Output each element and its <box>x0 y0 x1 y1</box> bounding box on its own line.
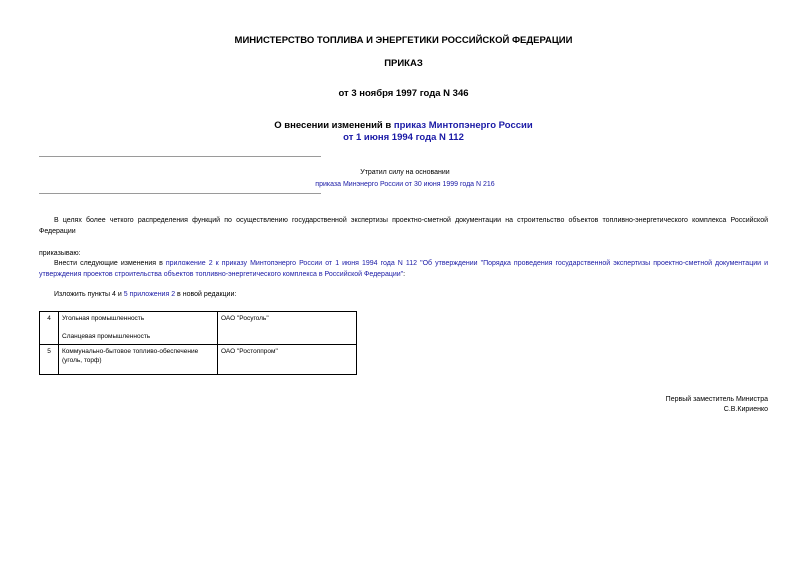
ministry-heading: МИНИСТЕРСТВО ТОПЛИВА И ЭНЕРГЕТИКИ РОССИЙСКОЙ ФЕДЕРАЦИИ <box>234 35 573 46</box>
divider-top <box>39 156 321 157</box>
repeal-link[interactable]: приказа Минэнерго России от 30 июня 1999 года N 216 <box>315 181 495 188</box>
item1-link[interactable]: приложение 2 к приказу Минтопэнерго России от 1 июня 1994 года N 112 "Об утверждении "Порядка проведения государственной экспертизы проектно-сметной документации и утверждения проектов строительства объектов топливно-энергетического комплекса в Российской Федерации" <box>39 260 768 278</box>
document-title <box>0 120 807 144</box>
organization-cell: ОАО "Росуголь" <box>218 312 357 345</box>
amendment-table <box>39 311 357 375</box>
signatory-position: Первый заместитель Министра <box>665 396 768 403</box>
item2-paragraph <box>39 289 768 300</box>
date-number-heading: от 3 ноября 1997 года N 346 <box>338 88 469 99</box>
signatory-name: С.В.Кириенко <box>723 406 768 413</box>
table-row <box>40 345 357 375</box>
row-number: 4 <box>40 312 59 345</box>
item2-suffix: в новой редакции: <box>175 291 237 298</box>
title-prefix: О внесении изменений в <box>274 120 394 131</box>
item1-prefix: Внести следующие изменения в <box>54 260 166 267</box>
sector-line-2: Сланцевая промышленность <box>62 333 151 340</box>
organization-cell: ОАО "Ростоппром" <box>218 345 357 375</box>
document-type-heading: ПРИКАЗ <box>384 58 423 69</box>
repeal-text: Утратил силу на основании <box>360 169 450 176</box>
repeal-note <box>300 167 510 191</box>
signature-block <box>666 395 768 415</box>
order-word: приказываю: <box>39 250 81 257</box>
row-number: 5 <box>40 345 59 375</box>
table-row <box>40 312 357 345</box>
sector-cell <box>59 312 218 345</box>
title-link-order[interactable]: приказ Минтопэнерго России <box>393 120 533 131</box>
sector-line-1: Угольная промышленность <box>62 315 145 322</box>
item2-prefix: Изложить пункты 4 и <box>54 291 124 298</box>
sector-line-1: Коммунально-бытовое топливо-обеспечение <box>62 348 199 355</box>
divider-bottom <box>39 193 321 194</box>
sector-line-2: (уголь, торф) <box>62 357 102 364</box>
title-link-order-date[interactable]: от 1 июня 1994 года N 112 <box>343 132 464 143</box>
item2-link[interactable]: 5 приложения 2 <box>123 291 176 298</box>
item1-suffix: : <box>403 271 406 278</box>
sector-cell <box>59 345 218 375</box>
item1-paragraph <box>39 258 768 280</box>
preamble-paragraph: В целях более четкого распределения функций по осуществлению государственной экспертизы проектно-сметной документации на строительство объектов топливно-энергетического комплекса Российской Федерации <box>39 217 768 235</box>
